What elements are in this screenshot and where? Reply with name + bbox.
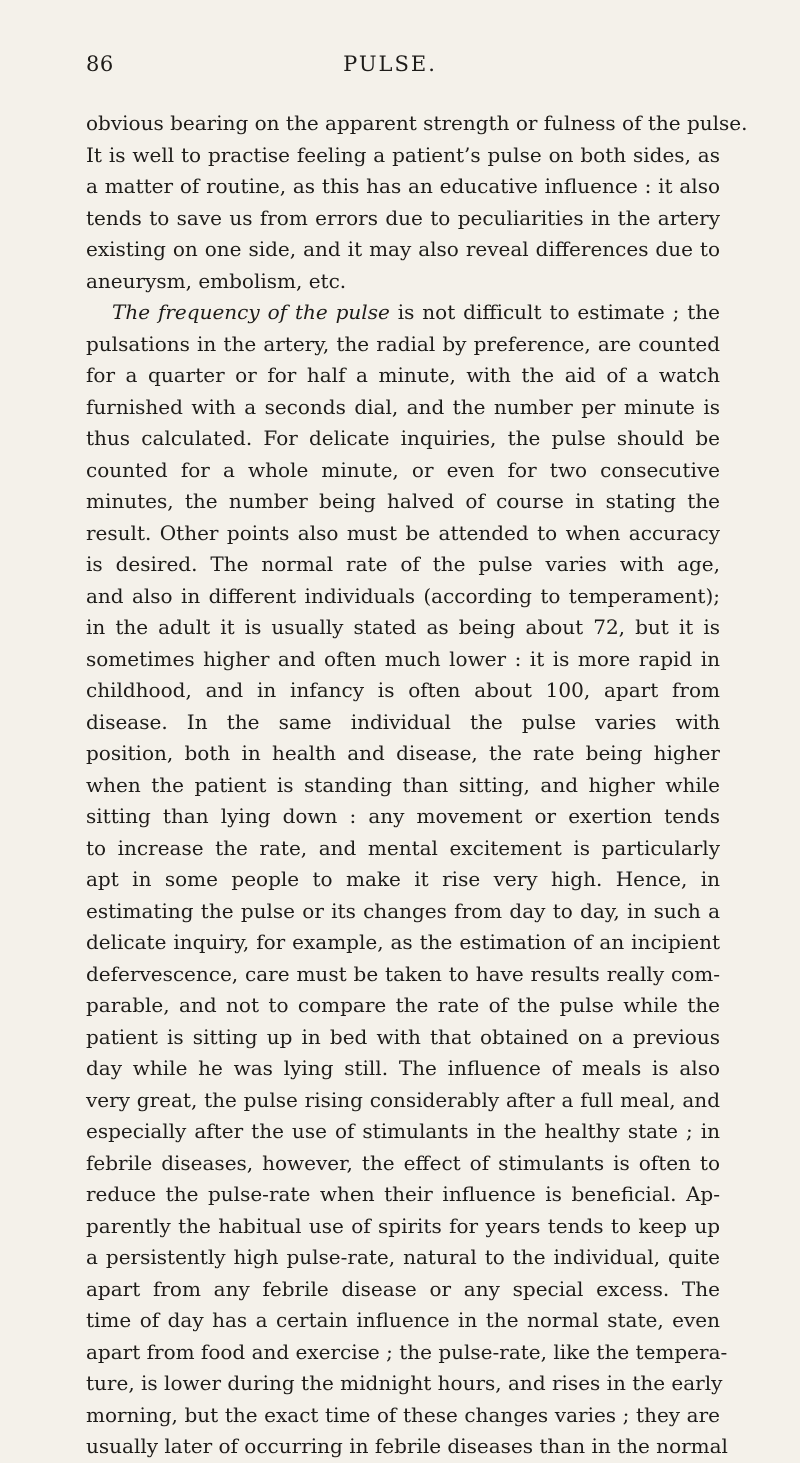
text-line: pulsations in the artery, the radial by preference, are counted — [86, 331, 720, 356]
text-line: a persistently high pulse-rate, natural to the individual, quite — [86, 1245, 720, 1269]
text-line: tends to save us from errors due to peculiarities in the artery — [86, 205, 720, 230]
text-line: delicate inquiry, for example, as the estimation of an incipient — [86, 930, 720, 954]
text-line: time of day has a certain influence in the normal state, even — [86, 1308, 720, 1332]
text-line: patient is sitting up in bed with that obtained on a previous — [86, 1024, 720, 1049]
running-head — [80, 52, 700, 84]
text-line: morning, but the exact time of these changes varies ; they are — [86, 1402, 720, 1427]
text-line: day while he was lying still. The influence of meals is also — [86, 1056, 720, 1080]
text-line: usually later of occurring in febrile diseases than in the normal — [86, 1434, 728, 1458]
text-line: to increase the rate, and mental excitement is particularly — [86, 835, 720, 860]
text-line: position, both in health and disease, the rate being higher — [86, 741, 720, 765]
text-line: minutes, the number being halved of course in stating the — [86, 489, 720, 513]
text-line: very great, the pulse rising considerably after a full meal, and — [86, 1087, 720, 1112]
text-line: childhood, and in infancy is often about 100, apart from — [86, 678, 720, 702]
text-line: counted for a whole minute, or even for two consecutive — [86, 457, 720, 482]
text-line: aneurysm, embolism, etc. — [86, 268, 347, 293]
text-line: furnished with a seconds dial, and the number per minute is — [86, 394, 720, 419]
text-line: especially after the use of stimulants in the healthy state ; in — [86, 1119, 720, 1143]
text-line: parable, and not to compare the rate of the pulse while the — [86, 993, 720, 1017]
text-line-with-italic-lead — [86, 297, 720, 329]
text-line: thus calculated. For delicate inquiries, the pulse should be — [86, 426, 720, 450]
text-line: apart from any febrile disease or any special excess. The — [86, 1276, 720, 1301]
running-title: PULSE. — [343, 52, 437, 76]
text-line: for a quarter or for half a minute, with the aid of a watch — [86, 363, 720, 387]
text-line: and also in different individuals (according to temperament); — [86, 583, 720, 608]
text-line: sitting than lying down : any movement or exertion tends — [86, 804, 720, 828]
text-line: apt in some people to make it rise very high. Hence, in — [86, 867, 720, 891]
text-line: result. Other points also must be attended to when accuracy — [86, 520, 720, 545]
text-line: estimating the pulse or its changes from day to day, in such a — [86, 898, 720, 923]
text-line: existing on one side, and it may also reveal differences due to — [86, 237, 720, 261]
text-line: when the patient is standing than sitting, and higher while — [86, 772, 720, 797]
text-line: reduce the pulse-rate when their influence is beneficial. Ap- — [86, 1182, 720, 1206]
body-text — [86, 108, 748, 1463]
text-line: obvious bearing on the apparent strength or fulness of the pulse. — [86, 111, 748, 135]
text-line: defervescence, care must be taken to have results really com- — [86, 961, 720, 986]
text-line: apart from food and exercise ; the pulse-rate, like the tempera- — [86, 1339, 728, 1364]
text-line: febrile diseases, however, the effect of stimulants is often to — [86, 1150, 720, 1175]
text-line-rest: is not difficult to estimate ; the — [397, 300, 721, 324]
text-line: disease. In the same individual the pulse varies with — [86, 709, 720, 734]
text-line: a matter of routine, as this has an educative influence : it also — [86, 174, 720, 198]
text-line: It is well to practise feeling a patient’s pulse on both sides, as — [86, 142, 720, 167]
text-line: is desired. The normal rate of the pulse varies with age, — [86, 552, 720, 576]
text-line: sometimes higher and often much lower : it is more rapid in — [86, 646, 720, 671]
italic-lead: The frequency of the pulse — [112, 300, 390, 324]
text-line: in the adult it is usually stated as being about 72, but it is — [86, 615, 720, 639]
page-number: 86 — [86, 52, 114, 76]
text-line: parently the habitual use of spirits for years tends to keep up — [86, 1213, 720, 1238]
text-line: ture, is lower during the midnight hours, and rises in the early — [86, 1371, 723, 1395]
